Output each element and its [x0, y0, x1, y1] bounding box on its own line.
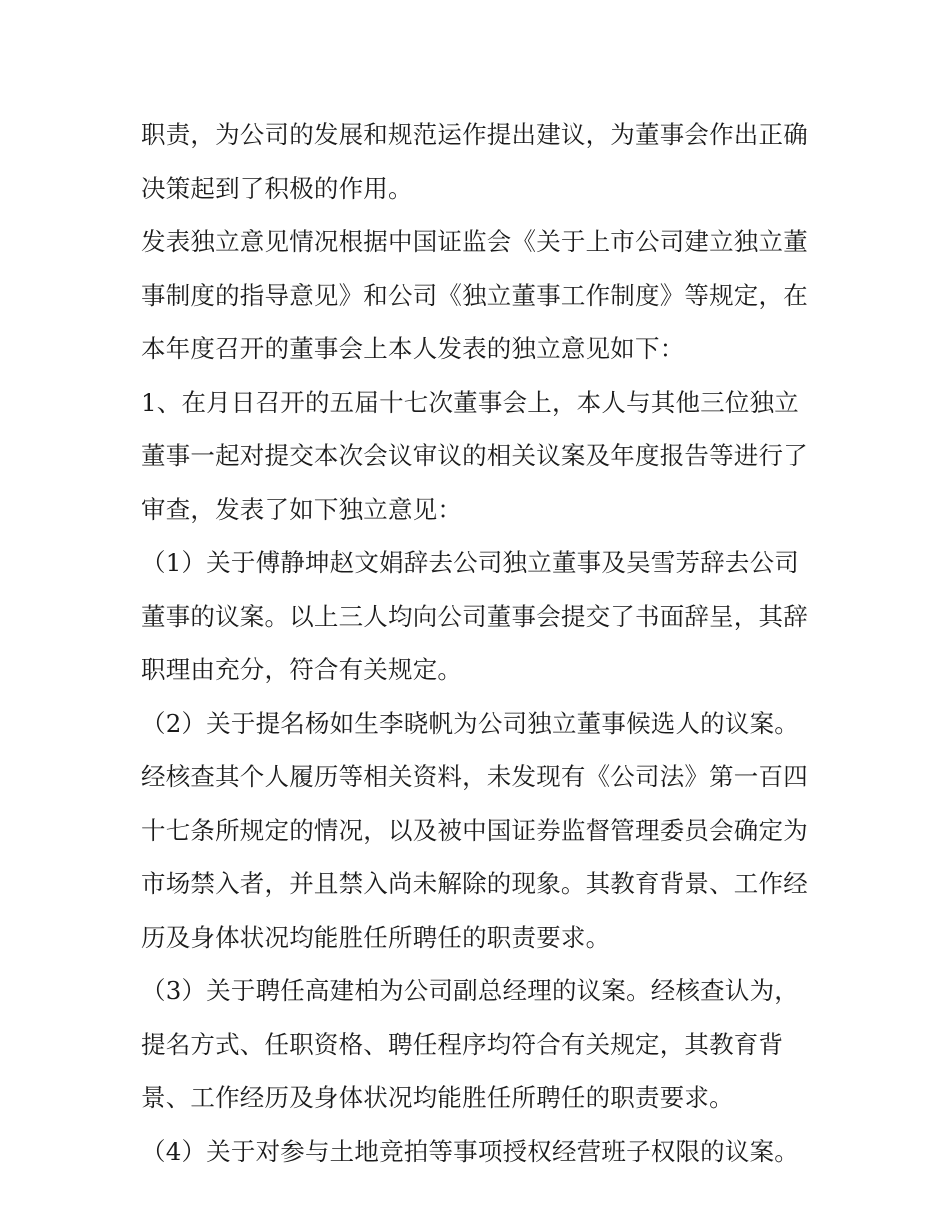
text-line: 本年度召开的董事会上本人发表的独立意见如下： [141, 334, 685, 363]
text-line: 十七条所规定的情况，以及被中国证券监督管理委员会确定为 [141, 815, 808, 845]
document-body [141, 108, 821, 1178]
text-line: 发表独立意见情况根据中国证监会《关于上市公司建立独立董 [141, 227, 808, 256]
text-line: 经核查其个人履历等相关资料，未发现有《公司法》第一百四 [141, 762, 808, 791]
text-line: 董事一起对提交本次会议审议的相关议案及年度报告等进行了 [141, 441, 808, 470]
text-line: 景、工作经历及身体状况均能胜任所聘任的职责要求。 [141, 1083, 734, 1112]
text-line: 董事的议案。以上三人均向公司董事会提交了书面辞呈，其辞 [141, 601, 808, 631]
text-line: （1）关于傅静坤赵文娟辞去公司独立董事及吴雪芳辞去公司 [141, 548, 799, 577]
text-line: 决策起到了积极的作用。 [141, 173, 413, 203]
text-line: 职理由充分，符合有关规定。 [141, 655, 463, 684]
text-line: 提名方式、任职资格、聘任程序均符合有关规定，其教育背 [141, 1029, 784, 1059]
text-line: 职责，为公司的发展和规范运作提出建议，为董事会作出正确 [141, 120, 808, 149]
text-line: 事制度的指导意见》和公司《独立董事工作制度》等规定，在 [141, 280, 808, 310]
text-line: 审查，发表了如下独立意见： [141, 494, 463, 524]
text-line: （2）关于提名杨如生李晓帆为公司独立董事候选人的议案。 [141, 708, 799, 738]
text-line: 历及身体状况均能胜任所聘任的职责要求。 [141, 922, 611, 952]
text-line: （4）关于对参与土地竞拍等事项授权经营班子权限的议案。 [141, 1136, 799, 1166]
text-line: 1、在月日召开的五届十七次董事会上，本人与其他三位独立 [141, 387, 799, 417]
text-line: 市场禁入者，并且禁入尚未解除的现象。其教育背景、工作经 [141, 869, 808, 898]
text-line: （3）关于聘任高建柏为公司副总经理的议案。经核查认为， [141, 976, 799, 1005]
